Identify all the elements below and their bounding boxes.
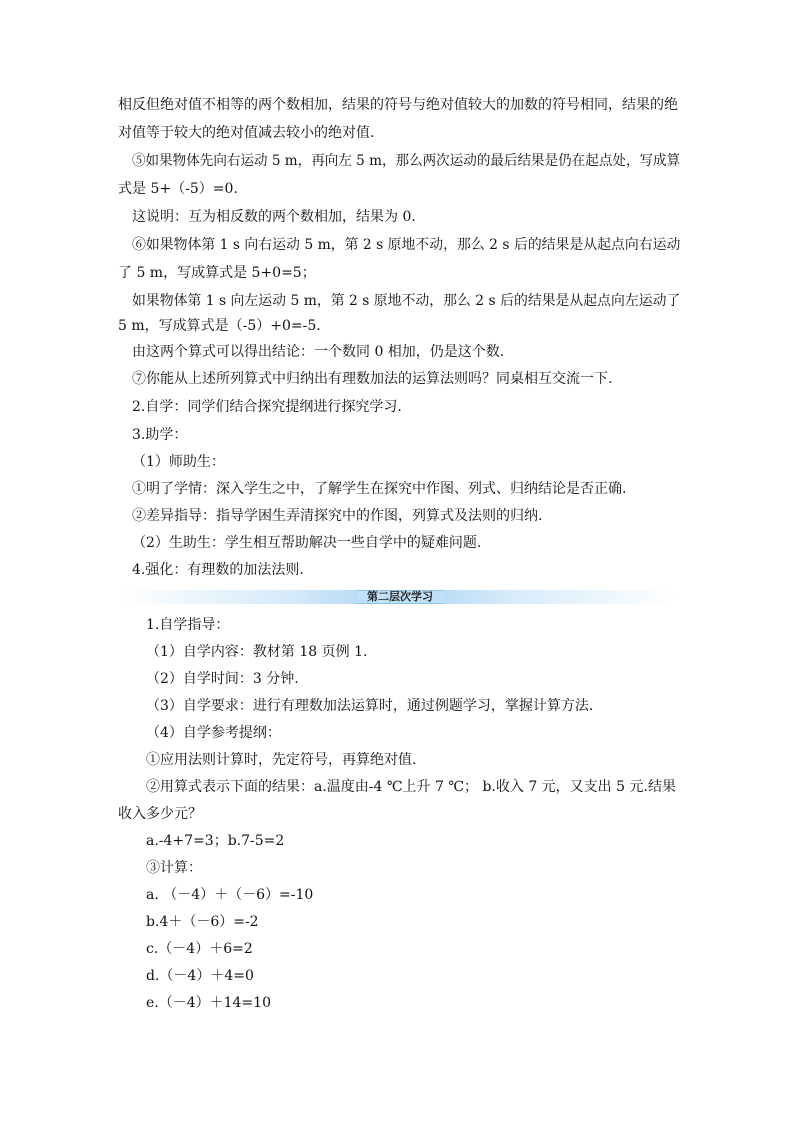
paragraph-line: （2）生助生：学生相互帮助解决一些自学中的疑难问题. [132,535,482,551]
paragraph-line: 由这两个算式可以得出结论：一个数同 0 相加，仍是这个数. [132,344,505,360]
paragraph-line: ②用算式表示下面的结果：a.温度由-4 ℃上升 7 ℃； b.收入 7 元，又支出 5 元.结果 [146,779,676,795]
section-banner-label: 第二层次学习 [357,590,443,604]
paragraph-line: c.（－4）＋6=2 [146,941,253,957]
paragraph-line: b.4＋（－6）=-2 [146,914,259,930]
paragraph-line: ①明了学情：深入学生之中，了解学生在探究中作图、列式、归纳结论是否正确. [132,481,627,497]
paragraph-line: （4）自学参考提纲： [146,725,281,741]
paragraph-line: ⑥如果物体第 1 s 向右运动 5 m，第 2 s 原地不动，那么 2 s 后的结果是从起点向右运动 [132,237,681,253]
paragraph-line: ②差异指导：指导学困生弄清探究中的作图，列算式及法则的归纳. [132,508,543,524]
paragraph-line: 3.助学： [132,427,188,443]
paragraph-line: d.（－4）＋4=0 [146,968,254,984]
paragraph-line: e.（－4）＋14=10 [146,995,272,1011]
paragraph-line: a. （－4）＋（－6）=-10 [146,887,314,903]
paragraph-line: 对值等于较大的绝对值减去较小的绝对值. [118,125,375,141]
paragraph-line: 收入多少元？ [118,806,202,822]
paragraph-line: （3）自学要求：进行有理数加法运算时，通过例题学习，掌握计算方法. [146,698,594,714]
paragraph-line: a.-4+7=3；b.7-5=2 [146,833,285,849]
paragraph-line: ③计算： [146,860,202,876]
paragraph-line: ①应用法则计算时，先定符号，再算绝对值. [146,752,417,768]
paragraph-line: （2）自学时间：3 分钟. [146,671,299,687]
paragraph-line: （1）自学内容：教材第 18 页例 1. [146,644,368,660]
paragraph-line: 5 m，写成算式是（-5）+0=-5. [118,318,321,334]
paragraph-line: 1.自学指导： [146,617,230,633]
paragraph-line: 4.强化：有理数的加法法则. [132,562,304,578]
paragraph-line: ⑤如果物体先向右运动 5 m，再向左 5 m，那么两次运动的最后结果是仍在起点处，写成算 [132,153,681,169]
paragraph-line: （1）师助生： [132,454,225,470]
paragraph-line: 如果物体第 1 s 向左运动 5 m，第 2 s 原地不动，那么 2 s 后的结果是从起点向左运动了 [132,293,681,309]
paragraph-line: 式是 5+（-5）=0. [118,181,238,197]
paragraph-line: ⑦你能从上述所列算式中归纳出有理数加法的运算法则吗？同桌相互交流一下. [132,371,613,387]
paragraph-line: 相反但绝对值不相等的两个数相加，结果的符号与绝对值较大的加数的符号相同，结果的绝 [118,97,678,113]
paragraph-line: 这说明：互为相反数的两个数相加，结果为 0. [132,209,416,225]
paragraph-line: 2.自学：同学们结合探究提纲进行探究学习. [132,399,402,415]
paragraph-line: 了 5 m，写成算式是 5+0=5； [118,265,316,281]
